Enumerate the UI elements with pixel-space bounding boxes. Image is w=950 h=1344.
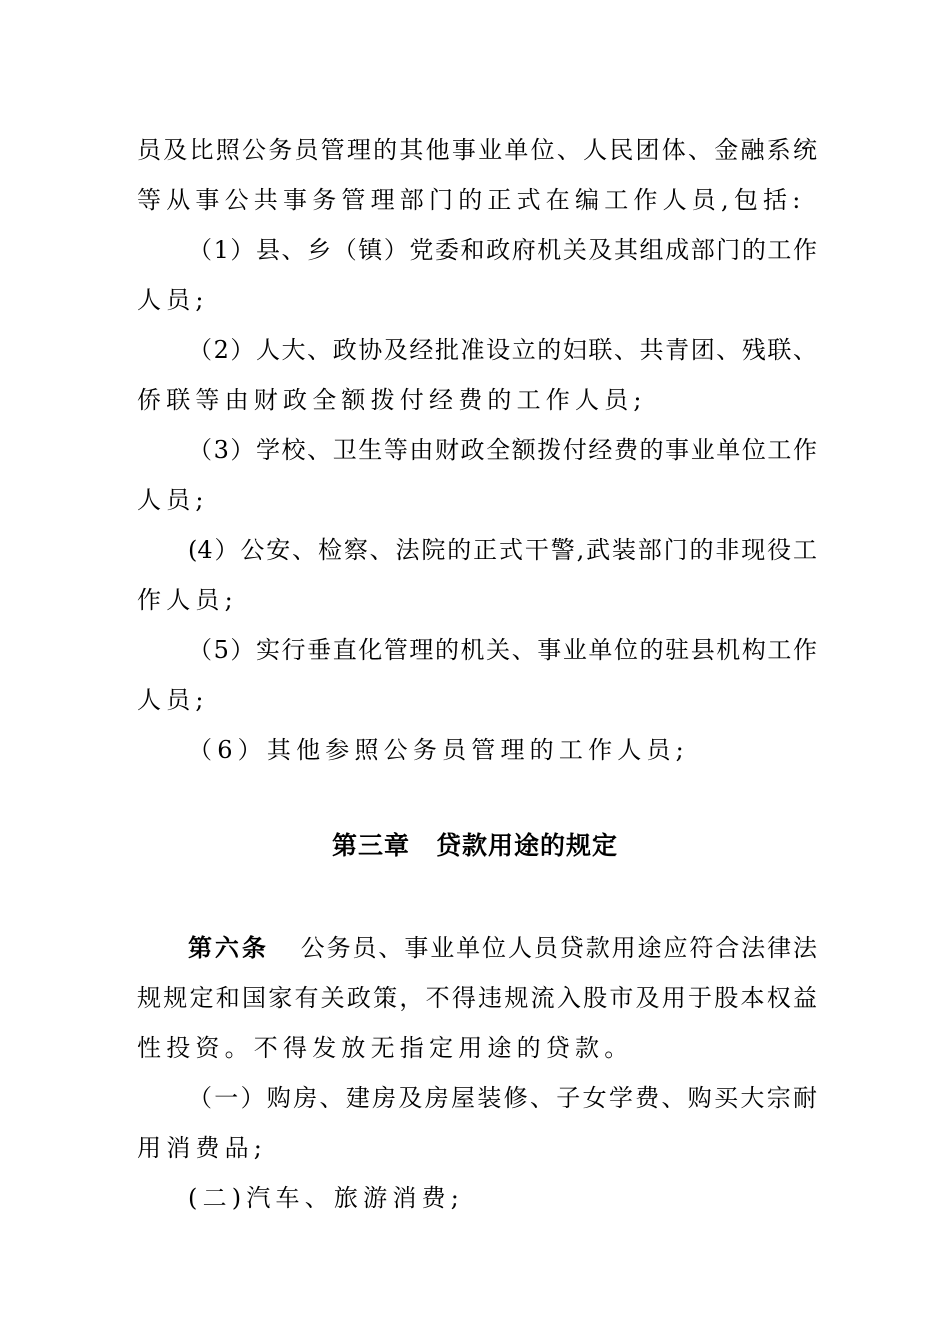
article-list-item-1: （一）购房、建房及房屋装修、子女学费、购买大宗耐: [188, 1084, 817, 1112]
list-item-3-continuation: 人员;: [137, 486, 209, 514]
article-first-line: [188, 931, 817, 965]
paragraph-line: 员及比照公务员管理的其他事业单位、人民团体、金融系统: [137, 136, 817, 164]
paragraph-line: 等从事公共事务管理部门的正式在编工作人员,包括:: [137, 186, 806, 214]
article-text: 公务员、事业单位人员贷款用途应符合法律法: [298, 934, 818, 962]
article-line: 性投资。不得发放无指定用途的贷款。: [137, 1034, 634, 1062]
list-item-5-continuation: 人员;: [137, 686, 209, 714]
list-item-6: （6）其他参照公务员管理的工作人员;: [188, 736, 689, 764]
list-item-4: (4）公安、检察、法院的正式干警,武装部门的非现役工: [188, 536, 817, 564]
article-label: 第六条: [188, 934, 269, 962]
list-item-1-continuation: 人员;: [137, 286, 209, 314]
article-list-item-2: (二)汽车、旅游消费;: [188, 1184, 465, 1212]
list-item-1: （1）县、乡（镇）党委和政府机关及其组成部门的工作: [188, 236, 817, 264]
list-item-5: （5）实行垂直化管理的机关、事业单位的驻县机构工作: [188, 636, 817, 664]
article-list-item-1-continuation: 用消费品;: [137, 1134, 268, 1162]
list-item-2: （2）人大、政协及经批准设立的妇联、共青团、残联、: [188, 336, 817, 364]
list-item-3: （3）学校、卫生等由财政全额拨付经费的事业单位工作: [188, 436, 817, 464]
chapter-heading: 第三章 贷款用途的规定: [331, 831, 618, 860]
list-item-4-continuation: 作人员;: [137, 586, 238, 614]
article-line: 规规定和国家有关政策，不得违规流入股市及用于股本权益: [137, 984, 817, 1012]
list-item-2-continuation: 侨联等由财政全额拨付经费的工作人员;: [137, 386, 647, 414]
